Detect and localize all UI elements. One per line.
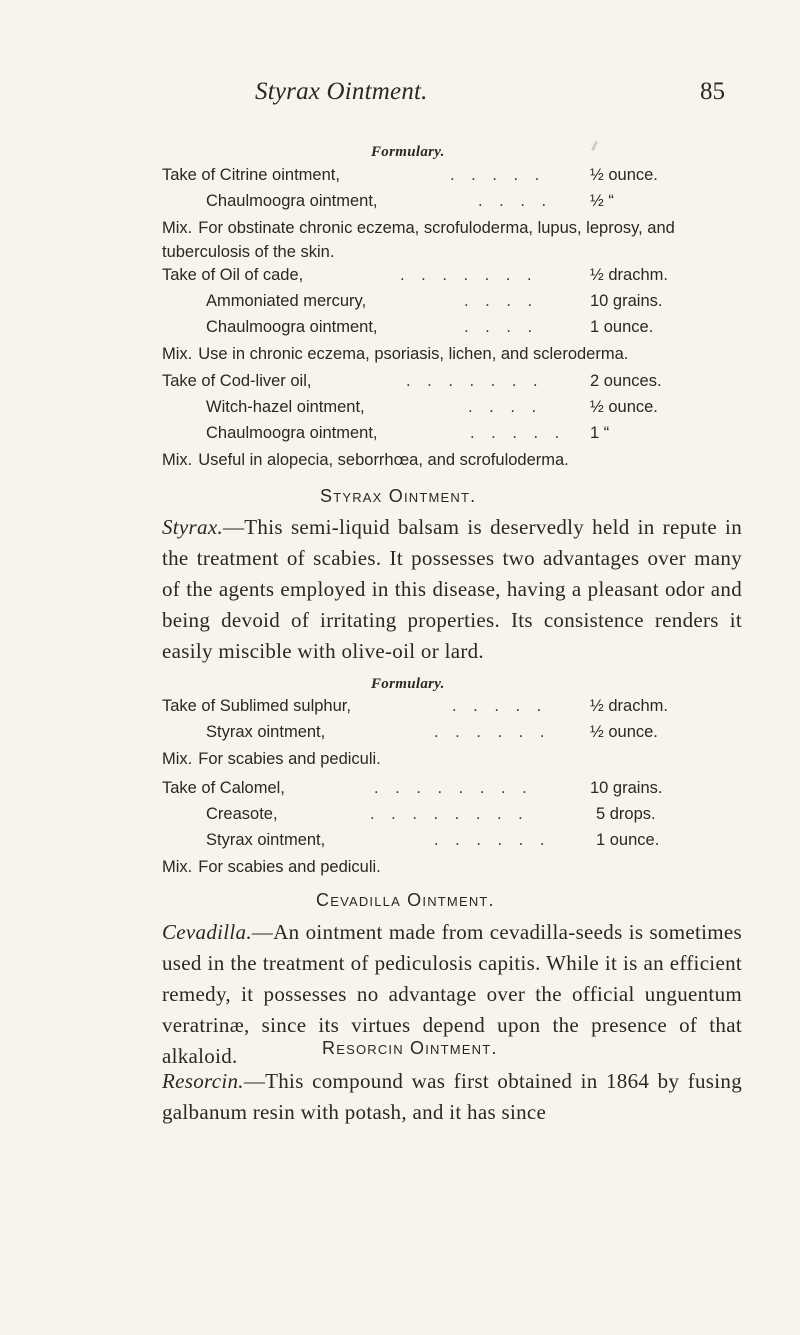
section-paragraph (162, 1066, 742, 1128)
formulary-line (206, 831, 551, 850)
leader-dots: . . . . . . . . (370, 805, 529, 823)
ingredient: Chaulmoogra ointment, (206, 192, 378, 210)
quantity: ½ ounce. (590, 166, 658, 184)
formulary-line (206, 398, 543, 417)
formulary-line (206, 318, 539, 337)
mix-text: For obstinate chronic eczema, scrofuloderma, lupus, leprosy, and tuberculosis of the skin. (162, 219, 675, 261)
quantity: 1 “ (590, 424, 610, 442)
page-number: 85 (700, 78, 725, 105)
mix-text: Useful in alopecia, seborrhœa, and scrofuloderma. (198, 451, 569, 469)
leader-dots: . . . . . . . (406, 372, 544, 390)
ingredient: Witch-hazel ointment, (206, 398, 365, 416)
mix-instruction (162, 342, 742, 366)
quantity: 1 ounce. (590, 318, 654, 336)
mix-text: Use in chronic eczema, psoriasis, lichen, and scleroderma. (198, 345, 629, 363)
quantity: 10 grains. (590, 292, 663, 310)
quantity: 2 ounces. (590, 372, 662, 390)
mix-instruction (162, 747, 742, 771)
section-heading: Cevadilla Ointment. (316, 890, 495, 910)
running-head (255, 78, 725, 118)
ingredient: Creasote, (206, 805, 278, 823)
ingredient: Chaulmoogra ointment, (206, 424, 378, 442)
mix-word: Mix. (162, 219, 193, 237)
ingredient: Styrax ointment, (206, 723, 326, 741)
mix-text: For scabies and pediculi. (198, 750, 381, 768)
section-heading: Styrax Ointment. (320, 486, 477, 506)
formulary-line (206, 723, 551, 742)
formulary-line (162, 697, 548, 716)
quantity: 10 grains. (590, 779, 663, 797)
leader-dots: . . . . . . (434, 723, 551, 741)
section-heading: Resorcin Ointment. (322, 1038, 498, 1058)
leader-dots: . . . . (464, 292, 539, 310)
ingredient: Take of Citrine ointment, (162, 166, 340, 184)
paragraph-lead: Cevadilla. (162, 920, 252, 944)
formulary-line (162, 779, 533, 798)
quantity: ½ ounce. (590, 398, 658, 416)
paragraph-text: —This semi-liquid balsam is deservedly held in repute in the treatment of scabies. It possesses two advantages over many of the agents employed in this disease, having a pleasant odor and being devoid of irritating properties. Its consistence renders it easily miscible with olive-oil or lard. (162, 515, 742, 663)
paragraph-lead: Resorcin. (162, 1069, 244, 1093)
quantity: ½ drachm. (590, 266, 668, 284)
ingredient: Take of Sublimed sulphur, (162, 697, 351, 715)
quantity: 1 ounce. (596, 831, 660, 849)
quantity: ½ drachm. (590, 697, 668, 715)
paragraph-text: —This compound was first obtained in 1864 by fusing galbanum resin with potash, and it has since (162, 1069, 742, 1124)
mix-instruction (162, 855, 742, 879)
formulary-line (206, 292, 539, 311)
formulary-line (162, 372, 544, 391)
formulary-line (206, 805, 529, 824)
ingredient: Take of Oil of cade, (162, 266, 304, 284)
leader-dots: . . . . . (452, 697, 548, 715)
mix-word: Mix. (162, 451, 193, 469)
formulary-line (162, 166, 546, 185)
quantity: 5 drops. (596, 805, 656, 823)
mix-word: Mix. (162, 858, 193, 876)
formulary-line (162, 266, 538, 285)
ink-mark (591, 141, 598, 151)
formulary-line (206, 424, 566, 443)
ingredient: Chaulmoogra ointment, (206, 318, 378, 336)
section-paragraph (162, 512, 742, 667)
mix-text: For scabies and pediculi. (198, 858, 381, 876)
leader-dots: . . . . . (470, 424, 566, 442)
leader-dots: . . . . (464, 318, 539, 336)
ingredient: Styrax ointment, (206, 831, 326, 849)
ingredient: Take of Cod-liver oil, (162, 372, 312, 390)
mix-instruction (162, 216, 742, 264)
leader-dots: . . . . . . . (400, 266, 538, 284)
running-title: Styrax Ointment. (255, 78, 428, 105)
formulary-line (206, 192, 553, 211)
formulary-label: Formulary. (371, 676, 445, 692)
paragraph-text: —An ointment made from cevadilla-seeds is sometimes used in the treatment of pediculosis capitis. While it is an efficient remedy, it possesses no advantage over the official unguentum veratrinæ, since its virtues depend upon the presence of that alkaloid. (162, 920, 742, 1068)
leader-dots: . . . . . (450, 166, 546, 184)
leader-dots: . . . . . . (434, 831, 551, 849)
ingredient: Ammoniated mercury, (206, 292, 367, 310)
leader-dots: . . . . (468, 398, 543, 416)
mix-word: Mix. (162, 750, 193, 768)
ingredient: Take of Calomel, (162, 779, 285, 797)
mix-word: Mix. (162, 345, 193, 363)
mix-instruction (162, 448, 742, 472)
quantity: ½ “ (590, 192, 614, 210)
formulary-label: Formulary. (371, 144, 445, 160)
paragraph-lead: Styrax. (162, 515, 223, 539)
quantity: ½ ounce. (590, 723, 658, 741)
leader-dots: . . . . (478, 192, 553, 210)
leader-dots: . . . . . . . . (374, 779, 533, 797)
